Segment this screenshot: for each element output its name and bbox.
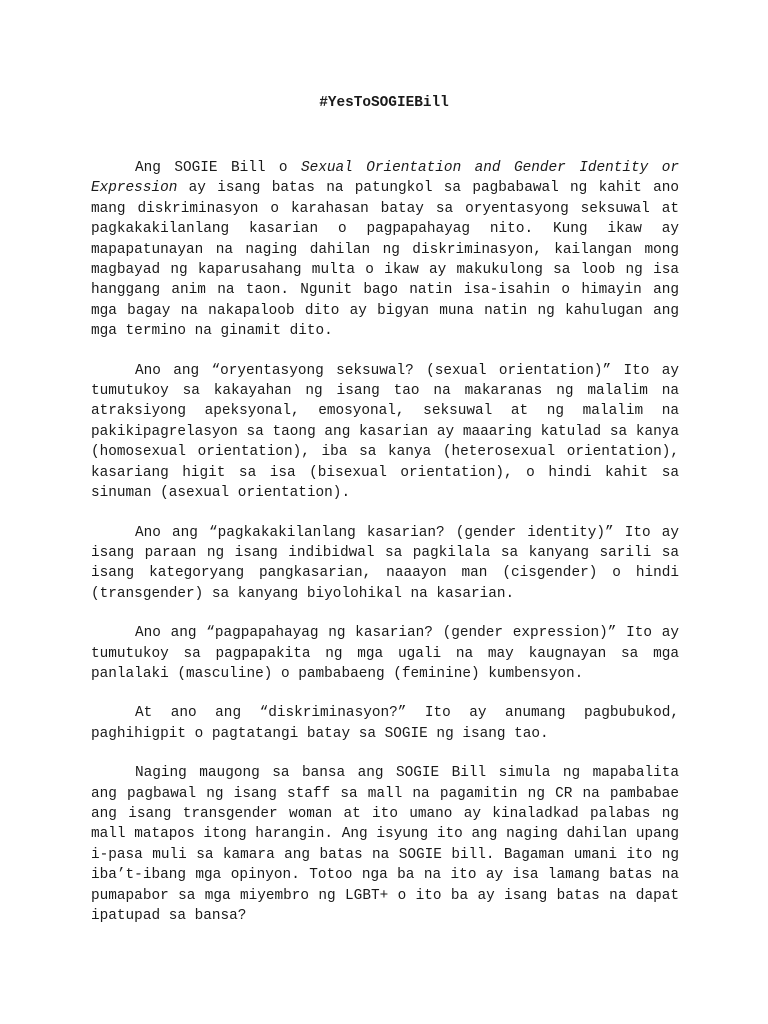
- paragraph-text: Ang SOGIE Bill o: [135, 160, 301, 176]
- paragraph-sexual-orientation: [91, 361, 679, 504]
- paragraph-text: Ano ang “pagpapahayag ng kasarian? (gender expression)” Ito ay tumutukoy sa pagpapakita ng mga ugali na may kaugnayan sa mga panlalaki (masculine) o pambabaeng (feminine) kumbensyon.: [91, 625, 679, 682]
- paragraph-text: Ano ang “oryentasyong seksuwal? (sexual orientation)” Ito ay tumutukoy sa kakayahan ng isang tao na makaranas ng malalim na atraksiyong apeksyonal, emosyonal, seksuwal at ng malalim na pakikipagrelasyon sa taong ang kasarian ay maaaring katulad sa kanya (homosexual orientation), iba sa kanya (heterosexual orientation), kasariang higit sa isa (bisexual orientation), o hindi kahit sa sinuman (asexual orientation).: [91, 362, 679, 502]
- paragraph-background: [91, 763, 679, 926]
- paragraph-gender-expression: [91, 623, 679, 684]
- document-body: [91, 158, 679, 945]
- paragraph-gender-identity: [91, 523, 679, 605]
- paragraph-text: ay isang batas na patungkol sa pagbabawal ng kahit ano mang diskriminasyon o karahasan batay sa oryentasyong seksuwal at pagkakakilanlang kasarian o pagpapahayag nito. Kung ikaw ay mapapatunayan na naging dahilan ng diskriminasyon, kailangan mong magbayad ng kaparusahang multa o ikaw ay makukulong sa loob ng isa hanggang anim na taon. Ngunit bago natin isa-isahin o himayin ang mga bagay na nakapaloob dito ay bigyan muna natin ng kahulugan ang mga termino na ginamit dito.: [91, 180, 679, 340]
- paragraph-text-italic: Sexual Orientation and Gender Identity or Expression: [91, 160, 679, 197]
- document-title: #YesToSOGIEBill: [319, 95, 449, 111]
- paragraph-discrimination: [91, 703, 679, 744]
- paragraph-text: Ano ang “pagkakakilanlang kasarian? (gender identity)” Ito ay isang paraan ng isang indibidwal sa pagkilala sa kanyang sarili sa isang kategoryang pangkasarian, naaayon man (cisgender) o hindi (transgender) sa kanyang biyolohikal na kasarian.: [91, 524, 679, 602]
- paragraph-sogie-definition: [91, 158, 679, 342]
- paragraph-text: Naging maugong sa bansa ang SOGIE Bill simula ng mapabalita ang pagbawal ng isang staff sa mall na pagamitin ng CR na pambabae ang isang transgender woman at ito umano ay kinaladkad palabas ng mall matapos itong harangin. Ang isyung ito ang naging dahilan upang i-pasa muli sa kamara ang batas na SOGIE bill. Bagaman umani ito ng iba’t-ibang mga opinyon. Totoo nga ba na ito ay isa lamang batas na pumapabor sa mga miyembro ng LGBT+ o ito ba ay isang batas na dapat ipatupad sa bansa?: [91, 765, 679, 924]
- paragraph-text: At ano ang “diskriminasyon?” Ito ay anumang pagbubukod, paghihigpit o pagtatangi batay sa SOGIE ng isang tao.: [91, 705, 679, 742]
